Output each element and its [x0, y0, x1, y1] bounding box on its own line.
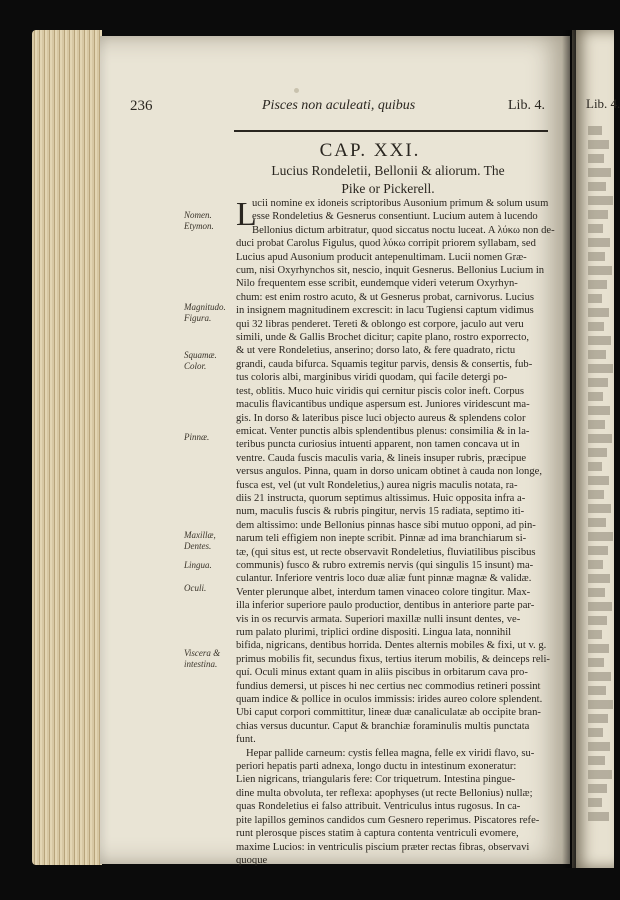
facing-text-line — [588, 588, 605, 597]
text-line: Hepar pallide carneum: cystis fellea magna, felle ex viridi flavo, su- — [246, 747, 535, 759]
text-line: tæ, (qui situs est, ut recte observavit Rondeletius, fluviatilibus piscibus — [236, 546, 536, 558]
facing-text-line — [588, 784, 607, 793]
facing-text-line — [588, 798, 602, 807]
facing-text-line — [588, 518, 606, 527]
text-line: ucii nomine ex idoneis scriptoribus Ausonium primum & solum usum — [252, 198, 549, 209]
text-line: Ubi caput corpori committitur, lineæ duæ canaliculatæ ab occipite bran- — [236, 707, 541, 719]
margin-note: Lingua. — [184, 560, 212, 570]
running-title: Pisces non aculeati, quibus — [262, 98, 416, 113]
chapter-title-line-1: Lucius Rondeletii, Bellonii & aliorum. The — [271, 163, 505, 178]
text-line: dine multa obvoluta, ter reflexa: apophyses (ut recte Bellonius) nullæ; — [236, 787, 533, 799]
facing-text-line — [588, 770, 612, 779]
facing-page-header: Lib. 4. — [586, 96, 620, 111]
facing-text-line — [588, 728, 603, 737]
text-line: maxime Lucios: in ventriculis piscium præter rectas fibras, observavi — [236, 841, 530, 853]
facing-text-line — [588, 252, 605, 261]
facing-text-line — [588, 714, 608, 723]
facing-text-line — [588, 812, 609, 821]
facing-text-line — [588, 392, 603, 401]
facing-text-line — [588, 434, 612, 443]
text-line: communis) fusco & rubro extremis nervis (qui singulis 15 insunt) ma- — [236, 559, 534, 571]
facing-page — [572, 30, 620, 868]
chapter-title — [238, 162, 538, 198]
text-line: tus coloris albi, marginibus viridi quodam, qui facile detergi po- — [236, 372, 508, 384]
text-line: duci probat Carolus Figulus, quod λύκω corripit priorem syllabam, sed — [236, 238, 536, 250]
facing-text-line — [588, 490, 604, 499]
facing-text-line — [588, 364, 613, 373]
margin-note: Pinnæ. — [184, 432, 210, 442]
text-line: gis. In dorso & lateribus pisce luci objecto aureus & splendens color — [236, 412, 526, 424]
text-line: bifida, nigricans, dentibus horrida. Dentes alternis mobiles & fixi, ut v. g. — [236, 640, 547, 652]
text-line: ventre. Cauda fuscis maculis varia, & lineis insuper rubris, præcipue — [236, 452, 527, 464]
margin-note: Nomen. Etymon. — [184, 210, 214, 231]
facing-text-line — [588, 532, 613, 541]
text-line: Lucius apud Ausonium producit antepenultimam. Lucii nomen Græ- — [236, 251, 527, 263]
text-line: maculis flavicantibus undique aspersum est. Juniores viridescunt ma- — [236, 399, 530, 411]
text-line: Venter plerunque albet, interdum tamen vinaceo colore tingitur. Max- — [236, 586, 531, 598]
text-line: grandi, cauda bifurca. Squamis tegitur parvis, densis & consertis, fub- — [236, 358, 533, 370]
facing-text-line — [588, 280, 607, 289]
facing-text-line — [588, 336, 611, 345]
text-line: pite lapillos geminos candidos cum Gesnero reperimus. Piscatores refe- — [236, 814, 540, 826]
facing-text-line — [588, 378, 608, 387]
facing-text-line — [588, 196, 613, 205]
text-line: diis 21 instructa, quorum septimus altissimus. Huic opposita infra a- — [236, 492, 526, 504]
facing-text-line — [588, 126, 602, 135]
margin-note: Magnitudo. Figura. — [184, 302, 226, 323]
text-line: quam indice & pollice in oculos immissis: irides aureo colore splendent. — [236, 694, 543, 706]
text-line: qui 32 libras penderet. Tereti & oblongo est corpore, jaculo aut veru — [236, 318, 524, 330]
text-line: cum, nisi Oxyrhynchos sit, nescio, inquit Gesnerus. Bellonius Lucium in — [236, 265, 545, 277]
facing-text-line — [588, 168, 611, 177]
facing-text-line — [588, 672, 611, 681]
facing-text-line — [588, 350, 606, 359]
facing-text-line — [588, 658, 604, 667]
text-line: dem altissimo: unde Bellonius pinnas hasce sibi mutuo opponi, ad pin- — [236, 519, 536, 531]
facing-text-line — [588, 686, 606, 695]
facing-text-line — [588, 644, 609, 653]
text-line: illa inferior superiore paulo productior, dentibus in anteriore parte par- — [236, 600, 535, 612]
text-line: in insignem magnitudinem excrescit: in lacu Tugiensi captum vidimus — [236, 305, 534, 317]
text-line: & ut vere Rondeletius, anserino; dorso lato, & fere quadrato, rictu — [236, 345, 516, 357]
text-line: esse Rondeletius & Gesnerus consentiunt. Lucium autem à lucendo — [252, 211, 538, 223]
facing-text-line — [588, 574, 610, 583]
facing-text-line — [588, 616, 607, 625]
text-line: chias versus ducuntur. Caput & branchiæ foraminulis multis punctata — [236, 720, 530, 732]
facing-text-line — [588, 546, 608, 555]
facing-text-line — [588, 308, 609, 317]
text-line: rum palato plurimi, triplici ordine dispositi. Lingua lata, nonnihil — [236, 627, 512, 638]
facing-text-line — [588, 210, 608, 219]
facing-text-line — [588, 406, 610, 415]
facing-text-line — [588, 238, 610, 247]
facing-text-line — [588, 602, 612, 611]
paper-speck — [294, 88, 299, 93]
body-text — [236, 197, 555, 867]
first-paragraph-lines — [236, 197, 555, 237]
facing-text-line — [588, 700, 613, 709]
text-line: chum: est enim rostro acuto, & ut Gesnerus probat, carnivorus. Lucius — [236, 291, 535, 303]
text-line: runt plerosque pisces statim à captura contenta ventriculi evomere, — [236, 828, 519, 840]
margin-note: Squamæ. Color. — [184, 350, 217, 371]
text-line: culantur. Inferiore ventris loco duæ aliæ funt pinnæ magnæ & validæ. — [236, 573, 532, 585]
page-edges-left — [32, 30, 102, 865]
text-line: test, oblitis. Muco huic viridis qui cernitur piscis color ineft. Corpus — [236, 385, 525, 397]
text-line: simili, unde & Gallis Brochet dicitur; capite plano, rostro exporrecto, — [236, 332, 530, 344]
text-line: narum teli effigiem non inepte scribit. Pinnæ ad ima branchiarum si- — [236, 533, 527, 545]
facing-text-line — [588, 476, 609, 485]
facing-text-line — [588, 182, 606, 191]
facing-text-line — [588, 742, 610, 751]
margin-note: Oculi. — [184, 583, 207, 593]
chapter-title-line-2: Pike or Pickerell. — [341, 181, 435, 196]
facing-text-line — [588, 756, 605, 765]
text-line: quas Rondeletius ei falso attribuit. Ventriculus intus rugosus. In ca- — [236, 801, 521, 813]
drop-cap: L — [236, 196, 257, 233]
text-line: primus mobilis fit, secundus fixus, tertius iterum mobilis, & deinceps reli- — [236, 653, 550, 665]
facing-text-line — [588, 224, 603, 233]
facing-text-line — [588, 322, 604, 331]
body-lines — [236, 237, 552, 867]
text-line: vis in os recurvis armata. Superiori maxillæ nulli insunt dentes, ve- — [236, 613, 521, 625]
facing-text-line — [588, 140, 609, 149]
facing-text-line — [588, 448, 607, 457]
spine-shadow — [562, 30, 576, 868]
text-line: Bellonius dictum arbitratur, quod siccatus noctu luceat. A λύκω non de- — [252, 224, 555, 236]
facing-text-line — [588, 560, 603, 569]
facing-text-line — [588, 462, 602, 471]
text-line: num, maculis fuscis & rubris pingitur, nervis 15 radiata, septimo iti- — [236, 506, 525, 518]
text-line: periori hepatis parti adnexa, longo ductu in intestinum exoneratur: — [236, 761, 517, 773]
text-line: Lien nigricans, triangularis fere: Cor triquetrum. Intestina pingue- — [236, 774, 516, 786]
text-line: Nilo frequentem esse scribit, eundemque videri veterum Oxyrhyn- — [236, 278, 518, 290]
text-line: fusca est, vel (ut vult Rondeletius,) aurea nigris maculis notata, ra- — [236, 479, 518, 491]
facing-text-line — [588, 504, 611, 513]
facing-text-line — [588, 420, 605, 429]
text-line: teribus puncta curiosius intuenti apparent, non tamen concava ut in — [236, 439, 520, 451]
text-line: quoque — [236, 854, 268, 866]
page-number: 236 — [130, 98, 153, 114]
facing-text-line — [588, 630, 602, 639]
text-line: versus angulos. Pinna, quam in dorso unicam obtinet à cauda non longe, — [236, 466, 542, 478]
book-label: Lib. 4. — [508, 98, 545, 113]
text-line: emicat. Venter punctis albis splendentibus plenus: consimilia & in la- — [236, 425, 530, 437]
facing-text-line — [588, 294, 602, 303]
margin-note: Maxillæ, Dentes. — [184, 530, 216, 551]
header-rule — [234, 130, 548, 132]
margin-note: Viscera & intestina. — [184, 648, 221, 669]
facing-text-line — [588, 266, 612, 275]
text-line: funt. — [236, 734, 256, 746]
text-line: fundius demersi, ut pisces hi nec certius nec commodius retineri possint — [236, 680, 541, 692]
facing-text-line — [588, 154, 604, 163]
text-line: quí. Oculi minus extant quam in aliis piscibus in orbitarum cava pro- — [236, 667, 528, 679]
chapter-number: CAP. XXI. — [319, 140, 421, 161]
